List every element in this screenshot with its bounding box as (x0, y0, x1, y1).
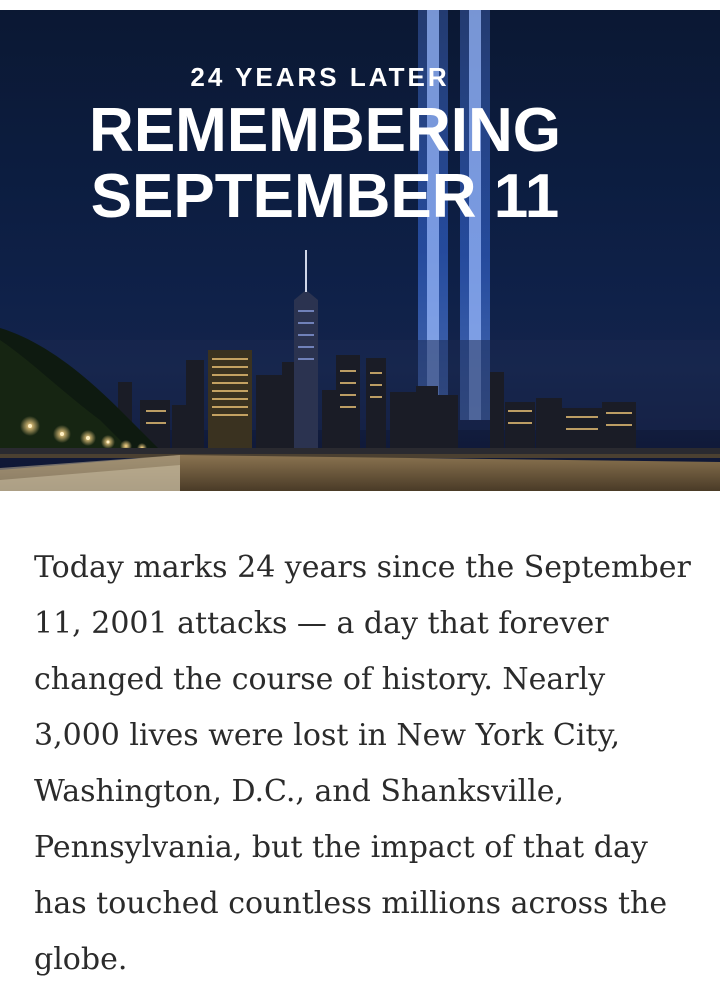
hero-title (0, 98, 650, 230)
top-strip (0, 0, 720, 10)
hero-banner (0, 10, 720, 491)
hero-kicker: 24 YEARS LATER (190, 62, 450, 92)
hero-title-line-1: REMEMBERING (89, 96, 561, 165)
article-body (34, 540, 694, 988)
article-paragraph: Today marks 24 years since the September 11, 2001 attacks — a day that forever changed the course of history. Nearly 3,000 lives were lost in New York City, Washington, D.C., and Shanksville, Pennsylvania, but the impact of that day has touched countless millions across the globe. (34, 550, 691, 977)
hero-title-line-2: SEPTEMBER 11 (90, 162, 560, 231)
